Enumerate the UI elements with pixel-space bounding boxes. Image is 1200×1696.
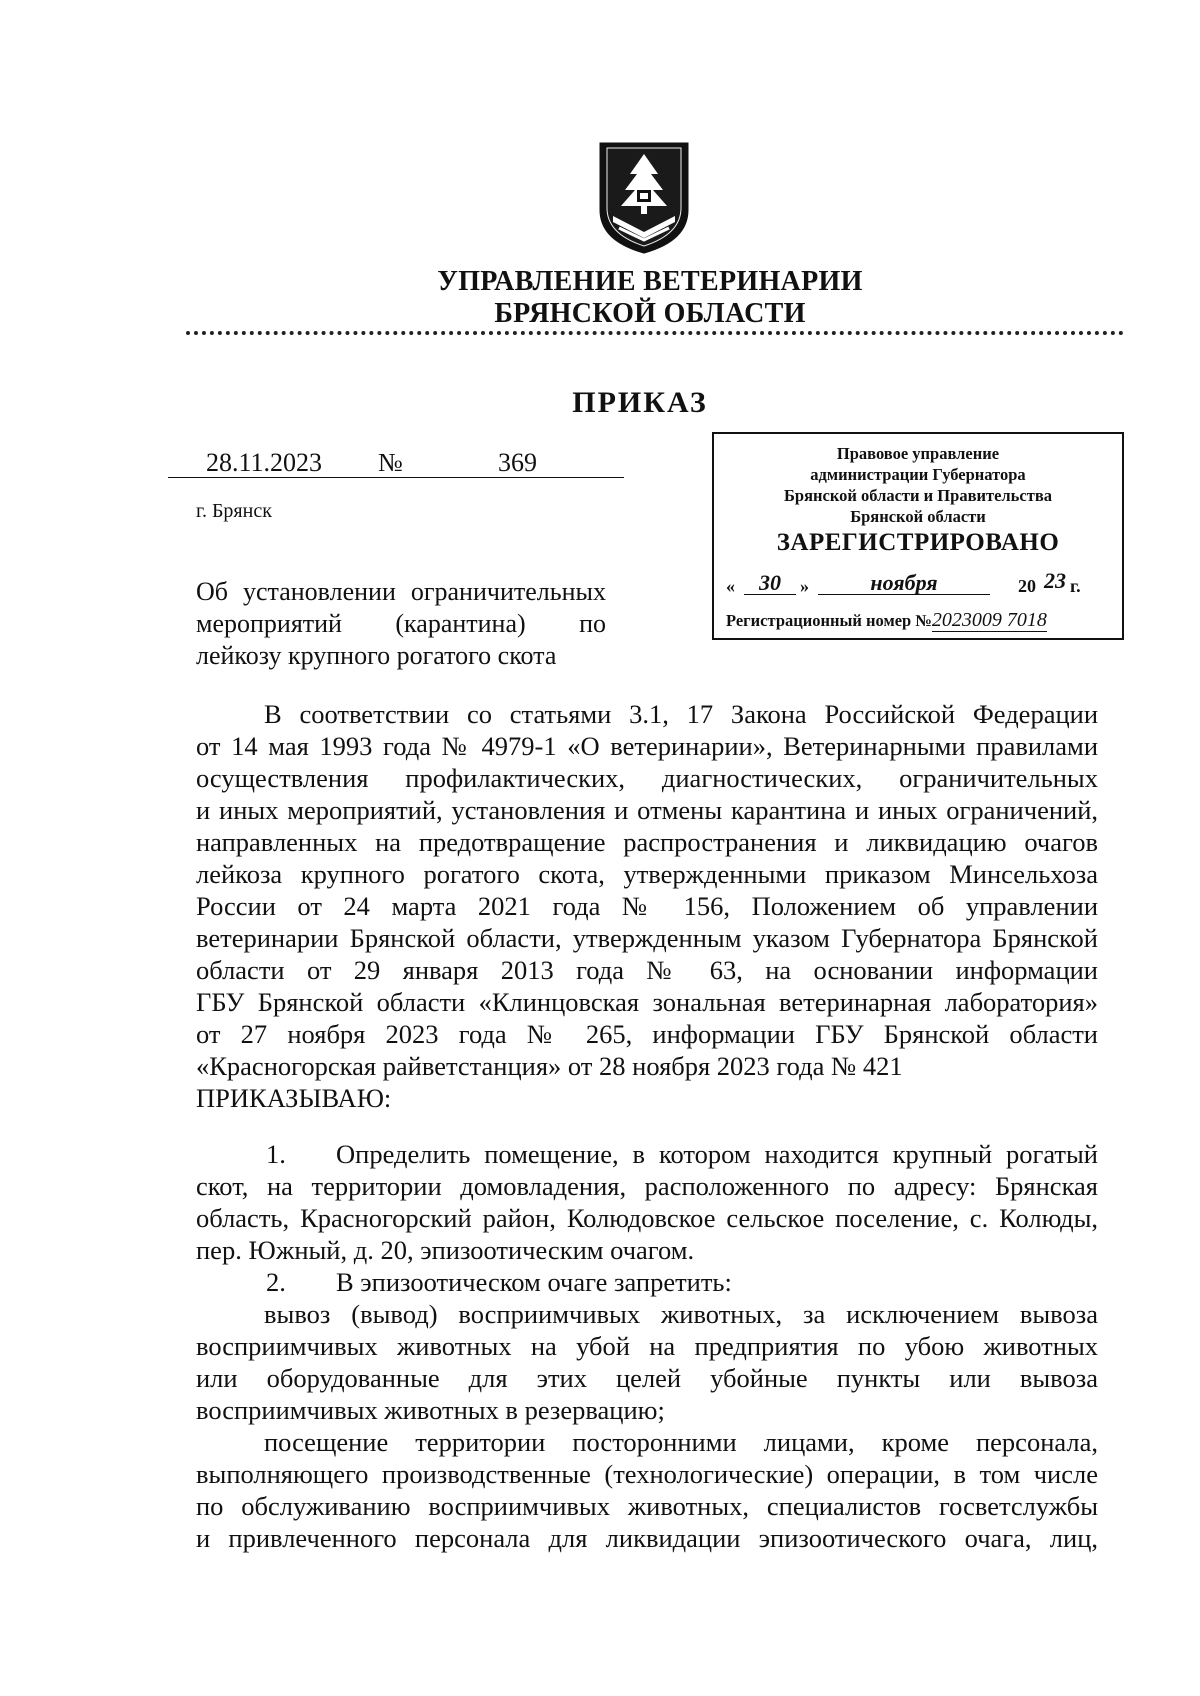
stamp-year-suffix: г. (1070, 576, 1081, 596)
item-line: выполняющего производственные (технологические) операции, в том числе (196, 1459, 1098, 1489)
item-number: 2. (266, 1267, 286, 1297)
org-name-line2: БРЯНСКОЙ ОБЛАСТИ (494, 298, 806, 329)
stamp-month: ноября (818, 570, 990, 595)
stamp-line1: Правовое управление (836, 444, 1000, 463)
stamp-line2: администрации Губернатора (810, 465, 1026, 484)
item-line: восприимчивых животных на убой на предприятия по убою животных (196, 1331, 1098, 1361)
stamp-line3: Брянской области и Правительства (784, 486, 1052, 505)
stamp-year-prefix: 20 (1018, 576, 1036, 596)
item-line: скот, на территории домовладения, расположенного по адресу: Брянская (196, 1171, 1098, 1201)
stamp-year-hand: 23 (1044, 568, 1066, 593)
preamble-line: осуществления профилактических, диагностических, ограничительных (196, 763, 1098, 793)
document-city: г. Брянск (196, 500, 272, 522)
item-line: или оборудованные для этих целей убойные пункты или вывоза (196, 1363, 1098, 1393)
preamble-line: ветеринарии Брянской области, утвержденным указом Губернатора Брянской (196, 923, 1098, 953)
item-line: область, Красногорский район, Колюдовское сельское поселение, с. Колюды, (196, 1203, 1098, 1233)
document-subject (196, 576, 606, 672)
document-type-title: ПРИКАЗ (572, 386, 708, 419)
coat-of-arms-icon (597, 140, 691, 256)
subject-line: лейкозу крупного рогатого скота (196, 641, 557, 670)
preamble-line: «Красногорская райветстанция» от 28 ноября 2023 года № 421 (196, 1051, 903, 1081)
stamp-quote-close: » (800, 576, 809, 596)
order-word: ПРИКАЗЫВАЮ: (196, 1083, 392, 1113)
stamp-line4: Брянской области (850, 507, 986, 526)
registration-stamp (712, 432, 1124, 640)
subject-line: мероприятий (карантина) по (196, 609, 606, 638)
item-line: восприимчивых животных в резервацию; (196, 1395, 665, 1425)
preamble-line: России от 24 марта 2021 года № 156, Положением об управлении (196, 891, 1098, 921)
document-number: 369 (498, 448, 537, 477)
subject-line: Об установлении ограничительных (196, 577, 606, 606)
stamp-reg-label: Регистрационный номер № (726, 611, 932, 630)
preamble-line: направленных на предотвращение распространения и ликвидацию очагов (196, 827, 1098, 857)
document-date: 28.11.2023 (206, 448, 323, 477)
item-number: 1. (266, 1139, 286, 1169)
org-name-line1: УПРАВЛЕНИЕ ВЕТЕРИНАРИИ (437, 266, 863, 297)
stamp-title: ЗАРЕГИСТРИРОВАНО (776, 529, 1060, 556)
preamble-line: области от 29 января 2013 года № 63, на основании информации (196, 955, 1098, 985)
item-line: Определить помещение, в котором находится крупный рогатый (336, 1139, 1098, 1169)
item-line: пер. Южный, д. 20, эпизоотическим очагом. (196, 1235, 695, 1265)
preamble-line: ГБУ Брянской области «Клинцовская зональная ветеринарная лаборатория» (196, 987, 1098, 1017)
preamble-line: и иных мероприятий, установления и отмены карантина и иных ограничений, (196, 795, 1098, 825)
item-line: и привлеченного персонала для ликвидации эпизоотического очага, лиц, (196, 1523, 1098, 1553)
stamp-quote-open: « (726, 576, 735, 596)
preamble-line: В соответствии со статьями 3.1, 17 Закона Российской Федерации (264, 699, 1098, 729)
item-line: по обслуживанию восприимчивых животных, специалистов госветслужбы (196, 1491, 1098, 1521)
stamp-day: 30 (744, 570, 796, 595)
stamp-date (726, 568, 1116, 602)
date-number-line (168, 444, 624, 480)
preamble-line: от 14 мая 1993 года № 4979-1 «О ветеринарии», Ветеринарными правилами (196, 731, 1098, 761)
item-line: В эпизоотическом очаге запретить: (336, 1267, 732, 1297)
header-divider (186, 331, 1124, 335)
preamble-line: от 27 ноября 2023 года № 265, информации ГБУ Брянской области (196, 1019, 1098, 1049)
date-number-underline (168, 477, 624, 478)
item-line: посещение территории посторонними лицами, кроме персонала, (264, 1427, 1098, 1457)
preamble-line: лейкоза крупного рогатого скота, утвержденными приказом Минсельхоза (196, 859, 1098, 889)
stamp-reg-number: 2023009 7018 (931, 609, 1047, 631)
number-label: № (378, 448, 403, 477)
item-line: вывоз (вывод) восприимчивых животных, за исключением вывоза (264, 1299, 1098, 1329)
stamp-registration (726, 609, 1120, 632)
